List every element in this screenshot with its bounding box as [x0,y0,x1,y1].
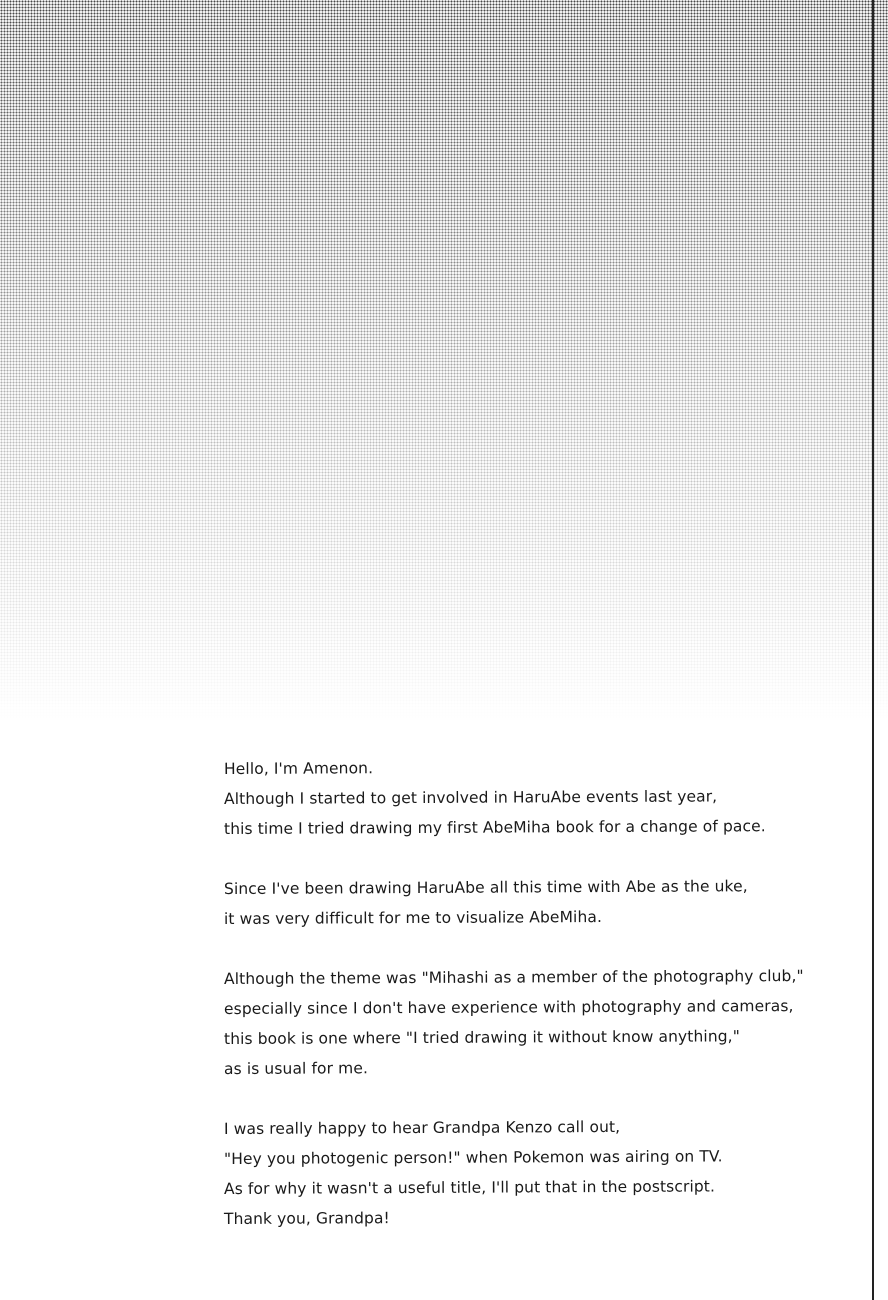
text-line: Thank you, Grandpa! [223,1209,390,1228]
text-line: this book is one where "I tried drawing it without know anything," [223,1027,740,1048]
text-line: As for why it wasn't a useful title, I'll put that in the postscript. [223,1177,716,1198]
text-line: Although I started to get involved in HaruAbe events last year, [223,787,718,808]
text-line: especially since I don't have experience with photography and cameras, [223,997,794,1018]
text-line: this time I tried drawing my first AbeMiha book for a change of pace. [223,817,766,838]
text-line: Since I've been drawing HaruAbe all this time with Abe as the uke, [223,877,748,898]
text-line: as is usual for me. [223,1059,369,1078]
page-edge-line [872,0,874,1300]
text-line: Although the theme was "Mihashi as a member of the photography club," [223,966,804,988]
text-line: "Hey you photogenic person!" when Pokemon was airing on TV. [223,1147,723,1168]
text-line: it was very difficult for me to visualize AbeMiha. [223,908,603,928]
text-line: Hello, I'm Amenon. [223,759,374,778]
text-line: I was really happy to hear Grandpa Kenzo call out, [223,1117,621,1138]
afterword-text [224,754,824,1234]
